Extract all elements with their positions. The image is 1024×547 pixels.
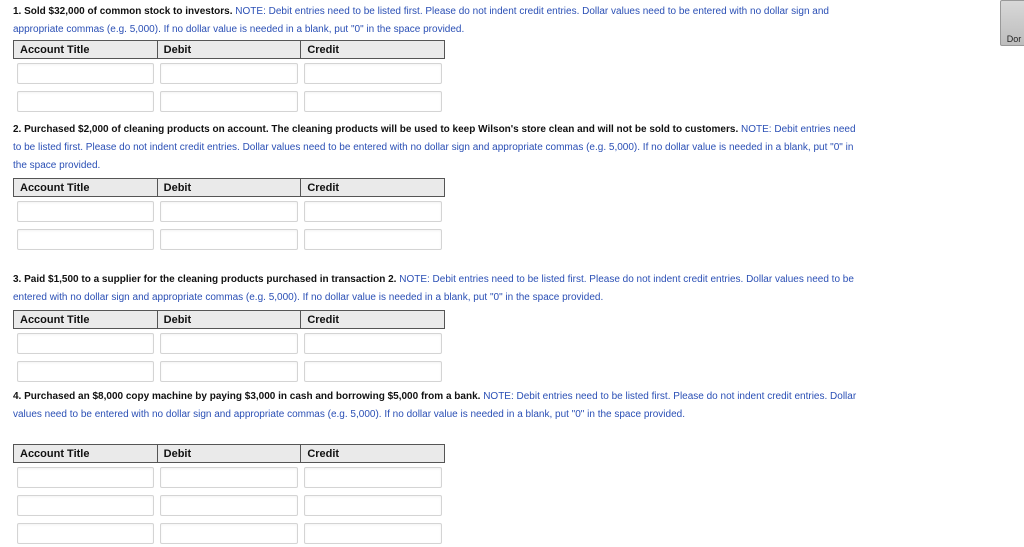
done-button[interactable]: Dor [1000, 0, 1024, 46]
account-title-input[interactable] [17, 229, 155, 250]
debit-input[interactable] [160, 495, 298, 516]
debit-input[interactable] [160, 63, 298, 84]
debit-input[interactable] [160, 523, 298, 544]
table-row [14, 59, 445, 88]
account-title-input[interactable] [17, 495, 155, 516]
table-row [14, 519, 445, 547]
debit-input[interactable] [160, 467, 298, 488]
credit-input[interactable] [304, 229, 442, 250]
table-row [14, 357, 445, 385]
header-account-title: Account Title [14, 179, 158, 197]
credit-input[interactable] [304, 333, 442, 354]
debit-input[interactable] [160, 333, 298, 354]
question-2 [13, 121, 863, 175]
question-4 [13, 388, 863, 424]
credit-input[interactable] [304, 495, 442, 516]
question-4-text: 4. Purchased an $8,000 copy machine by paying $3,000 in cash and borrowing $5,000 from a bank. [13, 391, 481, 402]
table-row [14, 87, 445, 115]
question-3 [13, 271, 863, 307]
debit-input[interactable] [160, 361, 298, 382]
header-debit: Debit [157, 311, 301, 329]
credit-input[interactable] [304, 63, 442, 84]
question-2-text: 2. Purchased $2,000 of cleaning products on account. The cleaning products will be used to keep Wilson's store clean and will not be sold to customers. [13, 124, 739, 135]
credit-input[interactable] [304, 523, 442, 544]
table-row [14, 329, 445, 358]
account-title-input[interactable] [17, 63, 155, 84]
debit-input[interactable] [160, 229, 298, 250]
header-account-title: Account Title [14, 41, 158, 59]
question-4-note: NOTE: Debit entries need to be listed first. Please do not indent credit entries. Dollar values need to be entered with no dollar sign and appropriate commas (e.g. 5,000). If no dollar value is needed in a blank, put "0" in the space provided. [13, 391, 857, 420]
table-row [14, 197, 445, 226]
journal-table-1 [13, 40, 445, 115]
question-2-note: NOTE: Debit entries need to be listed first. Please do not indent credit entries. Dollar values need to be entered with no dollar sign and appropriate commas (e.g. 5,000). If no dollar value is needed in a blank, put "0" in the space provided. [13, 124, 856, 171]
journal-table-2 [13, 178, 445, 253]
table-row [14, 225, 445, 253]
credit-input[interactable] [304, 467, 442, 488]
journal-table-3 [13, 310, 445, 385]
header-debit: Debit [157, 41, 301, 59]
table-row [14, 463, 445, 492]
header-account-title: Account Title [14, 445, 158, 463]
question-1-note: NOTE: Debit entries need to be listed first. Please do not indent credit entries. Dollar values need to be entered with no dollar sign and appropriate commas (e.g. 5,000). If no dollar value is needed in a blank, put "0" in the space provided. [13, 6, 829, 35]
account-title-input[interactable] [17, 91, 155, 112]
header-credit: Credit [301, 179, 445, 197]
journal-table-4 [13, 444, 445, 547]
debit-input[interactable] [160, 91, 298, 112]
header-account-title: Account Title [14, 311, 158, 329]
header-debit: Debit [157, 179, 301, 197]
question-3-note: NOTE: Debit entries need to be listed first. Please do not indent credit entries. Dollar values need to be entered with no dollar sign and appropriate commas (e.g. 5,000). If no dollar value is needed in a blank, put "0" in the space provided. [13, 274, 854, 303]
account-title-input[interactable] [17, 523, 155, 544]
header-debit: Debit [157, 445, 301, 463]
debit-input[interactable] [160, 201, 298, 222]
account-title-input[interactable] [17, 467, 155, 488]
header-credit: Credit [301, 41, 445, 59]
credit-input[interactable] [304, 201, 442, 222]
credit-input[interactable] [304, 91, 442, 112]
credit-input[interactable] [304, 361, 442, 382]
account-title-input[interactable] [17, 201, 155, 222]
question-3-text: 3. Paid $1,500 to a supplier for the cleaning products purchased in transaction 2. [13, 274, 397, 285]
header-credit: Credit [301, 445, 445, 463]
question-1 [13, 3, 863, 39]
header-credit: Credit [301, 311, 445, 329]
table-row [14, 491, 445, 519]
account-title-input[interactable] [17, 333, 155, 354]
account-title-input[interactable] [17, 361, 155, 382]
question-1-text: 1. Sold $32,000 of common stock to investors. [13, 6, 233, 17]
